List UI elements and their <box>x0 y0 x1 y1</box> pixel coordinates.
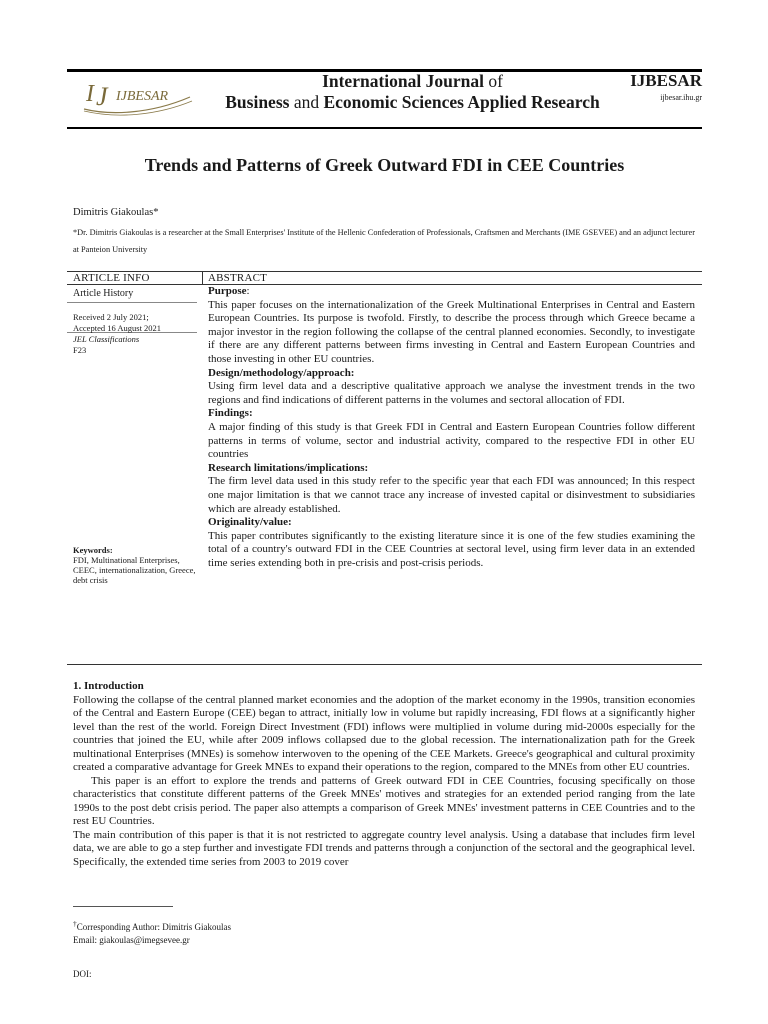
intro-paragraph-2: This paper is an effort to explore the trends and patterns of Greek outward FDI in CEE Countries, focusing specifically on those characteristics that constitute different patterns of the Greek MNEs' motives and strategies for an extended period ranging from the late 1990s to the post debt crisis period. The paper also attempts a comparison of Greek MNEs' investment patterns in CEE Countries and to the rest EU Countries. <box>73 774 695 827</box>
svg-text:I: I <box>86 81 94 107</box>
purpose-text: This paper focuses on the internationalization of the Greek Multinational Enterprises in Central and Eastern European Countries. Its purpose is twofold. Firstly, to describe the process through which Greece became a major investor in the region following the collapse of the central planned economies. Secondly, to investigate if there are any different patterns between firms investing in Central and Eastern European Countries and those investing in other EU countries. <box>208 298 695 365</box>
abstract-body <box>208 285 695 570</box>
purpose-label: Purpose <box>208 285 247 297</box>
intro-paragraph-3: The main contribution of this paper is that it is not restricted to aggregate country level analysis. Using a database that includes firm level data, we are able to go a step further and investigate FDI trends and patterns through a conjunction of the sectoral and the geographical level. Specifically, the extended time series from 2003 to 2019 cover <box>73 828 695 868</box>
footnote-mark: † <box>73 919 77 928</box>
abstract-header: ABSTRACT <box>208 272 268 284</box>
article-info-header: ARTICLE INFO <box>73 272 150 284</box>
limitations-label: Research limitations/implications: <box>208 461 369 474</box>
design-text: Using firm level data and a descriptive qualitative approach we analyse the investment trends in the two regions and find indications of different patterns in the volumes and sectoral allocation of FDI. <box>208 380 695 406</box>
doi-label: DOI: <box>73 969 92 979</box>
originality-label: Originality/value: <box>208 516 292 529</box>
design-label: Design/methodology/approach: <box>208 366 355 379</box>
footnote <box>73 917 231 947</box>
corresponding-email: Email: giakoulas@imegsevee.gr <box>73 935 190 945</box>
introduction-section <box>73 680 695 869</box>
journal-title-line1 <box>210 71 615 92</box>
journal-acronym: IJBESAR <box>630 71 702 90</box>
journal-website: ijbesar.ihu.gr <box>660 93 702 102</box>
title-line1-regular: of <box>483 71 503 91</box>
purpose-colon: : <box>246 285 250 297</box>
table-top-rule <box>67 271 702 272</box>
jel-label: JEL Classifications <box>73 334 140 344</box>
keywords-label: Keywords: <box>73 545 113 555</box>
title-line2-bold-b: Economic Sciences Applied Research <box>323 92 600 112</box>
jel-code: F23 <box>73 345 87 355</box>
table-bottom-rule <box>67 664 702 665</box>
author-name: Dimitris Giakoulas* <box>73 207 159 218</box>
footnote-rule <box>73 906 173 907</box>
history-rule <box>67 302 197 303</box>
paper-title: Trends and Patterns of Greek Outward FDI in CEE Countries <box>144 155 625 175</box>
header-bottom-rule <box>67 127 702 129</box>
journal-title-line2 <box>210 92 615 113</box>
title-line1-bold: International Journal <box>322 71 484 91</box>
limitations-text: The firm level data used in this study refer to the specific year that each FDI was announced; In this respect one major limitation is that we cannot trace any increase of invested capital or disinvestment to subsidiaries which are already established. <box>208 475 695 515</box>
table-column-divider <box>202 271 203 285</box>
journal-logo <box>78 75 198 119</box>
keywords-list: FDI, Multinational Enterprises, CEEC, internationalization, Greece, debt crisis <box>73 555 196 585</box>
intro-paragraph-1: Following the collapse of the central planned market economies and the adoption of the market economy in the 1990s, transition economies of the Central and Eastern Europe (CEE) began to attract, initially low in volume but rapidly increasing, FDI flows at a significantly higher level than the rest of the world. Foreign Direct Investment (FDI) inflows were multiplied in volume during mid-2000s especially for the countries that joined the EU, while after 2009 inflows collapsed due to the global recession. The internationalization path for the Greek multinational Enterprises (MNEs) is somehow interwoven to the opening of the CEE Markets. Greece's geographical and cultural proximity created a comparative advantage for Greek MNEs to expand their operations to the region, compared to the MNEs from other EU countries. <box>73 693 695 773</box>
journal-title <box>210 71 615 113</box>
findings-text: A major finding of this study is that Greek FDI in Central and Eastern European Countries follow different patterns in terms of volume, sector and industrial activity, compared to the respective FDI in other EU countries <box>208 420 695 461</box>
logo-text: IJBESAR <box>116 89 169 104</box>
accepted-date: Accepted 16 August 2021 <box>73 323 162 333</box>
originality-text: This paper contributes significantly to the existing literature since it is one of the few studies examining the total of a country's outward FDI in the CEE Countries at sectoral level, using firm lever data in an extended time series extending both in pre-crisis and post-crisis periods. <box>208 529 695 569</box>
received-date: Received 2 July 2021; <box>73 312 149 322</box>
corresponding-author-line <box>73 917 231 934</box>
findings-label: Findings: <box>208 407 253 420</box>
author-affiliation: *Dr. Dimitris Giakoulas is a researcher at the Small Enterprises' Institute of the Hellenic Confederation of Professionals, Craftsmen and Merchants (IME GSEVEE) and an adjunct lecturer at Panteion University <box>73 228 695 254</box>
title-line2-regular: and <box>289 92 324 112</box>
svg-text:J: J <box>96 82 108 111</box>
title-line2-bold-a: Business <box>225 92 290 112</box>
section-heading: 1. Introduction <box>73 680 144 692</box>
article-history-label: Article History <box>73 288 134 299</box>
corresponding-author: Corresponding Author: Dimitris Giakoulas <box>76 922 231 932</box>
